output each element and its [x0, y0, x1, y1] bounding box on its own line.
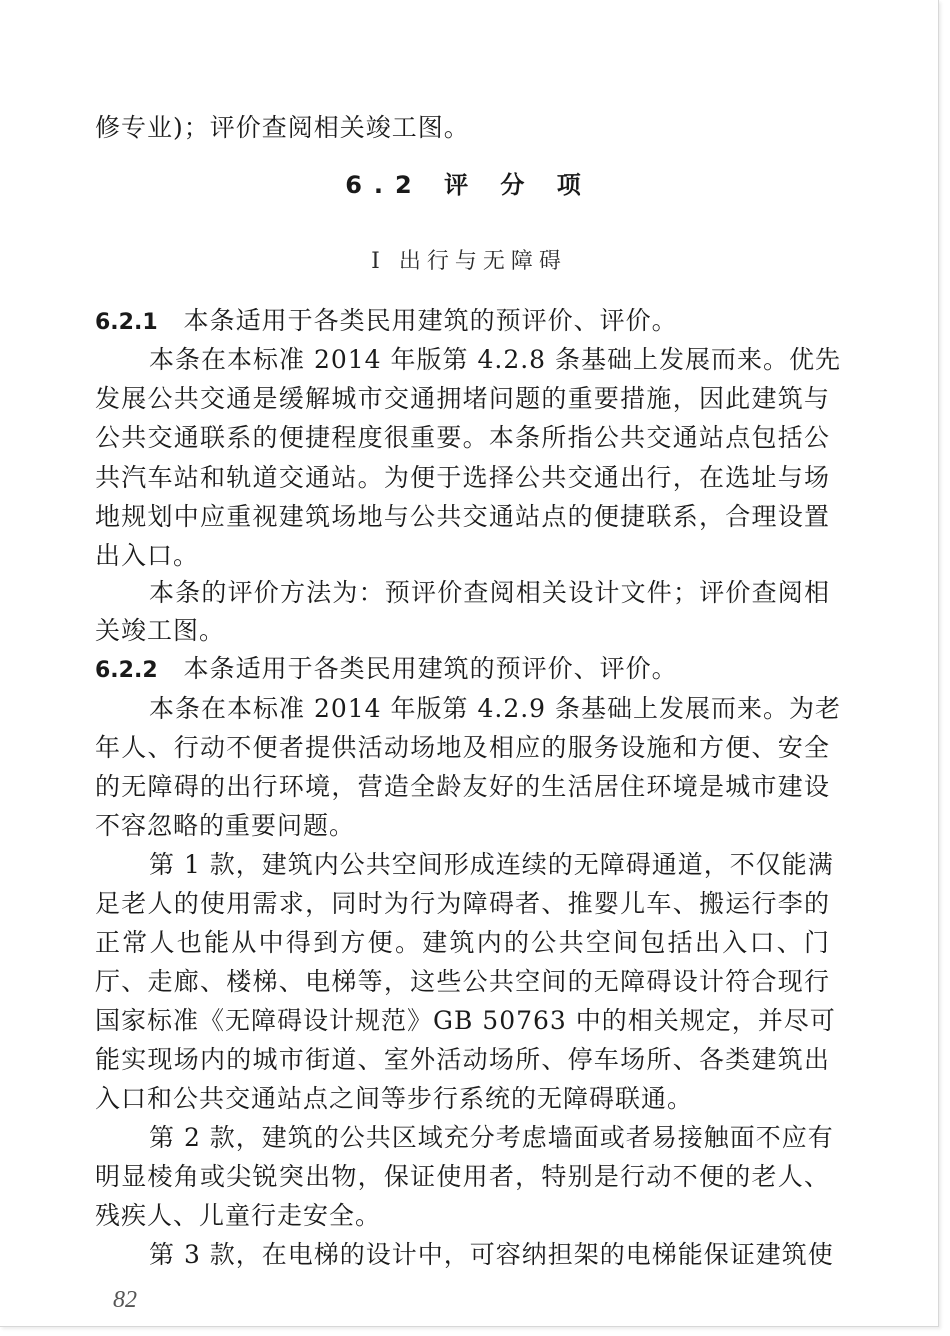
text-line: 地规划中应重视建筑场地与公共交通站点的便捷联系，合理设置	[95, 502, 830, 531]
text-line: 关竣工图。	[95, 616, 226, 645]
text-line: 第 3 款，在电梯的设计中，可容纳担架的电梯能保证建筑使	[149, 1240, 834, 1269]
clause-text: 本条适用于各类民用建筑的预评价、评价。	[183, 654, 678, 683]
text-line: 能实现场内的城市街道、室外活动场所、停车场所、各类建筑出	[95, 1045, 830, 1074]
text-line: 本条在本标准 2014 年版第 4.2.8 条基础上发展而来。优先	[149, 345, 842, 374]
text-line: 的无障碍的出行环境，营造全龄友好的生活居住环境是城市建设	[95, 772, 830, 801]
text-line: 正常人也能从中得到方便。建筑内的公共空间包括出入口、门	[95, 928, 830, 957]
text-line: 明显棱角或尖锐突出物，保证使用者，特别是行动不便的老人、	[95, 1162, 830, 1191]
subsection-title: Ⅰ 出行与无障碍	[371, 249, 567, 274]
clause-6-2-2-heading	[95, 654, 830, 686]
text-line: 第 2 款，建筑的公共区域充分考虑墙面或者易接触面不应有	[149, 1123, 834, 1152]
text-line: 本条的评价方法为：预评价查阅相关设计文件；评价查阅相	[149, 578, 830, 607]
clause-number: 6.2.2	[95, 658, 158, 683]
text-line: 国家标准《无障碍设计规范》GB 50763 中的相关规定，并尽可	[95, 1006, 836, 1035]
text-line: 不容忽略的重要问题。	[95, 811, 356, 840]
text-line: 足老人的使用需求，同时为行为障碍者、推婴儿车、搬运行李的	[95, 889, 830, 918]
page-number: 82	[113, 1287, 137, 1313]
text-line: 残疾人、儿童行走安全。	[95, 1201, 382, 1230]
text-line: 年人、行动不便者提供活动场地及相应的服务设施和方便、安全	[95, 733, 830, 762]
text-line: 本条在本标准 2014 年版第 4.2.9 条基础上发展而来。为老	[149, 694, 842, 723]
clause-text: 本条适用于各类民用建筑的预评价、评价。	[183, 306, 678, 335]
clause-number: 6.2.1	[95, 310, 158, 335]
text-line: 厅、走廊、楼梯、电梯等，这些公共空间的无障碍设计符合现行	[95, 967, 830, 996]
text-line: 发展公共交通是缓解城市交通拥堵问题的重要措施，因此建筑与	[95, 384, 830, 413]
text-line: 公共交通联系的便捷程度很重要。本条所指公共交通站点包括公	[95, 423, 830, 452]
clause-6-2-1-heading	[95, 306, 830, 338]
text-line: 共汽车站和轨道交通站。为便于选择公共交通出行，在选址与场	[95, 463, 830, 492]
text-line: 第 1 款，建筑内公共空间形成连续的无障碍通道，不仅能满	[149, 850, 834, 879]
section-title: 6.2 评 分 项	[345, 171, 593, 199]
text-line: 入口和公共交通站点之间等步行系统的无障碍联通。	[95, 1084, 694, 1113]
text-line: 修专业)；评价查阅相关竣工图。	[95, 113, 470, 142]
text-line: 出入口。	[95, 541, 200, 570]
